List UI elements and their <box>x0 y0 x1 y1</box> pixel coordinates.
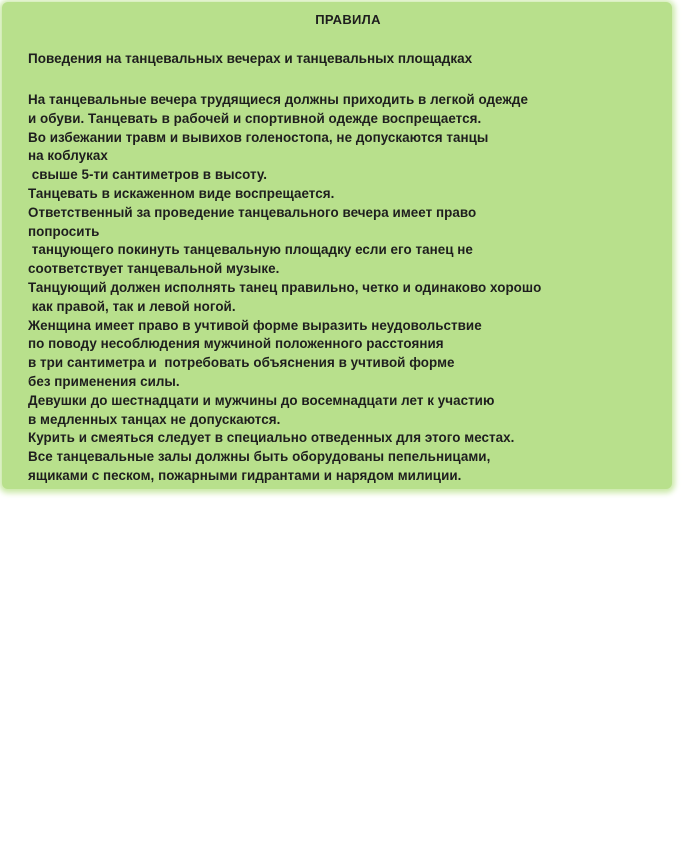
rule-line: Танцевать в искаженном виде воспрещается. <box>28 185 335 201</box>
rule-line: соответствует танцевальной музыке. <box>28 261 280 277</box>
document-subtitle: Поведения на танцевальных вечерах и танцевальных площадках <box>28 51 473 66</box>
rule-line: без применения силы. <box>28 373 180 389</box>
rule-line: Танцующий должен исполнять танец правильно, четко и одинаково хорошо <box>28 279 542 295</box>
rule-line: как правой, так и левой ногой. <box>28 298 236 314</box>
rule-line: по поводу несоблюдения мужчиной положенного расстояния <box>28 336 444 352</box>
rule-line: Девушки до шестнадцати и мужчины до восемнадцати лет к участию <box>28 392 495 408</box>
rule-line: и обуви. Танцевать в рабочей и спортивной одежде воспрещается. <box>28 110 482 126</box>
rules-card <box>2 2 672 489</box>
rule-line: на коблуках <box>28 148 108 164</box>
rule-line: На танцевальные вечера трудящиеся должны приходить в легкой одежде <box>28 92 528 107</box>
rule-line: в медленных танцах не допускаются. <box>28 411 281 427</box>
rule-line: танцующего покинуть танцевальную площадку если его танец не <box>28 242 473 258</box>
rule-line: в три сантиметра и потребовать объяснения в учтивой форме <box>28 355 455 371</box>
rule-line: Все танцевальные залы должны быть оборудованы пепельницами, <box>28 449 491 465</box>
rule-line: попросить <box>28 223 100 239</box>
rule-line: свыше 5-ти сантиметров в высоту. <box>28 167 268 183</box>
rule-line: Ответственный за проведение танцевального вечера имеет право <box>28 204 477 220</box>
rules-text <box>28 91 541 486</box>
rule-line: Во избежании травм и вывихов голеностопа, не допускаются танцы <box>28 129 489 145</box>
rule-line: Женщина имеет право в учтивой форме выразить неудовольствие <box>28 317 482 333</box>
document-title: ПРАВИЛА <box>315 12 381 27</box>
rule-line: Курить и смеяться следует в специально отведенных для этого местах. <box>28 430 515 446</box>
rule-line: ящиками с песком, пожарными гидрантами и нарядом милиции. <box>28 467 462 483</box>
